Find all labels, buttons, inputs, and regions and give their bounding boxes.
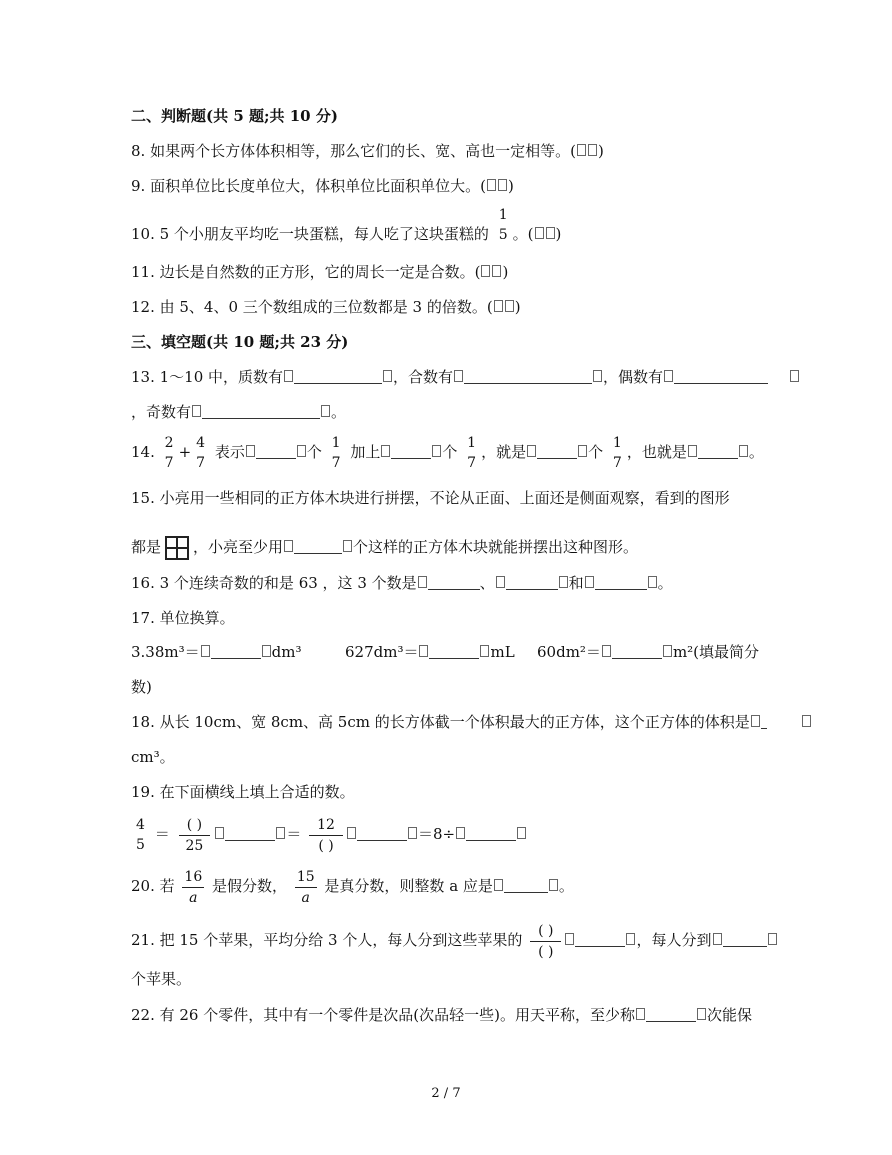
blank-19-2[interactable]	[357, 826, 407, 841]
blank-20[interactable]	[504, 878, 548, 893]
and-text: 和	[568, 574, 584, 592]
unit-ge: 个	[306, 443, 322, 461]
question-15-text-d: 个这样的正方体木块就能拼摆出这种图形。	[353, 538, 639, 556]
question-14-text-d: ，也就是	[626, 443, 687, 461]
fraction-denominator: 7	[612, 455, 622, 471]
fraction-denominator: a	[189, 889, 198, 906]
blank-end-mark	[801, 712, 812, 732]
question-13	[131, 367, 768, 387]
blank-21-1[interactable]	[575, 932, 625, 947]
question-17-a	[131, 642, 301, 662]
question-9	[131, 176, 514, 196]
fraction-one-fifth	[497, 208, 510, 242]
fraction-denominator: 7	[164, 455, 174, 471]
blank-mark	[246, 445, 255, 457]
blank-evens[interactable]	[674, 369, 768, 384]
blank-14-4[interactable]	[698, 444, 738, 459]
fraction-denominator: 5	[498, 227, 508, 243]
question-20	[131, 864, 574, 908]
blank-mark	[713, 933, 722, 945]
fraction-denominator: a	[301, 889, 310, 906]
fraction-denominator: 7	[467, 455, 477, 471]
answer-box[interactable]	[546, 227, 555, 239]
question-17-tail: 数)	[131, 678, 152, 696]
question-21-text-b: ，每人分到	[636, 931, 712, 949]
blank-mark	[527, 445, 536, 457]
blank-mark	[343, 540, 352, 552]
blank-mark	[697, 1008, 706, 1020]
question-12	[131, 297, 521, 317]
question-20-text-c: 是真分数，则整数 a 应是	[324, 877, 493, 895]
question-21-cont: 个苹果。	[131, 970, 192, 988]
blank-14-3[interactable]	[537, 444, 577, 459]
separator: 、	[479, 574, 495, 592]
question-13-cont	[131, 402, 346, 422]
blank-19-3[interactable]	[466, 826, 516, 841]
question-10	[131, 208, 561, 244]
question-14	[131, 432, 764, 472]
blank-mark	[585, 576, 594, 588]
blank-16-3[interactable]	[595, 575, 647, 590]
question-14-number: 14.	[131, 443, 155, 461]
blank-mark	[739, 445, 748, 457]
blank-18[interactable]	[761, 714, 767, 729]
blank-mark	[201, 645, 210, 657]
fraction-numerator: 4	[196, 435, 206, 451]
equals-sign: ＝	[286, 825, 302, 843]
blank-mark	[602, 645, 611, 657]
unit-ge: 个	[588, 443, 604, 461]
blank-15[interactable]	[294, 539, 342, 554]
fraction-denominator-blank[interactable]: ( )	[318, 837, 334, 854]
blank-mark	[494, 879, 503, 891]
blank-mark	[262, 645, 271, 657]
question-20-text-b: 是假分数，	[212, 877, 288, 895]
blank-mark	[648, 576, 657, 588]
close-paren: )	[507, 177, 514, 195]
blank-mark	[454, 370, 463, 382]
blank-16-1[interactable]	[428, 575, 480, 590]
answer-box[interactable]	[498, 179, 507, 191]
blank-end-mark	[789, 367, 800, 387]
page-number: 2 / 7	[431, 1086, 461, 1101]
fraction-numerator: 15	[295, 870, 317, 888]
blank-mark	[790, 370, 799, 382]
unit-ge: 个	[442, 443, 458, 461]
blank-14-1[interactable]	[256, 444, 296, 459]
fraction-numerator: 16	[182, 870, 204, 888]
blank-mark	[626, 933, 635, 945]
blank-17-a[interactable]	[211, 644, 261, 659]
period: 。	[331, 403, 347, 421]
question-19: 19. 在下面横线上填上合适的数。	[131, 783, 355, 801]
fraction-numerator-blank[interactable]: ( )	[530, 924, 561, 942]
question-15-text-c: ，小亮至少用	[193, 538, 284, 556]
blank-17-b[interactable]	[429, 644, 479, 659]
square-grid-icon	[165, 536, 189, 560]
unit-dm3: dm³	[271, 643, 302, 661]
close-paren: )	[514, 298, 521, 316]
fraction-one-seventh	[465, 436, 478, 470]
blank-mark	[215, 827, 224, 839]
blank-mark	[480, 645, 489, 657]
answer-box[interactable]	[494, 300, 503, 312]
question-15-cont	[131, 532, 638, 562]
division-text: ＝8÷	[417, 825, 456, 843]
question-13-text-c: ，偶数有	[603, 368, 664, 386]
question-13-text-a: 13. 1～10 中，质数有	[131, 368, 284, 386]
question-11	[131, 262, 508, 282]
question-16-text: 16. 3 个连续奇数的和是 63 ，这 3 个数是	[131, 574, 417, 592]
question-21	[131, 918, 778, 962]
question-19-equation	[131, 812, 527, 856]
blank-19-1[interactable]	[225, 826, 275, 841]
equals-sign: ＝	[154, 825, 170, 843]
question-18-text: 18. 从长 10cm、宽 8cm、高 5cm 的长方体截一个体积最大的正方体，这个正方体的体积是	[131, 713, 750, 731]
fraction-one-seventh	[611, 436, 624, 470]
blank-mark	[593, 370, 602, 382]
fraction-16-over-a	[182, 870, 204, 905]
answer-box[interactable]	[588, 144, 597, 156]
blank-mark	[751, 715, 760, 727]
plus-sign: +	[178, 443, 192, 461]
fraction-one-seventh	[330, 436, 343, 470]
close-paren: )	[597, 142, 604, 160]
question-8-text: 8. 如果两个长方体体积相等，那么它们的长、宽、高也一定相等。(	[131, 142, 576, 160]
question-22-end: 次能保	[706, 1006, 752, 1024]
question-8	[131, 141, 604, 161]
blank-21-2[interactable]	[723, 932, 767, 947]
blank-mark	[276, 827, 285, 839]
fraction-denominator: 5	[136, 837, 145, 853]
fraction-denominator-blank[interactable]: ( )	[538, 943, 554, 960]
blank-22[interactable]	[646, 1007, 696, 1022]
fraction-four-fifths	[134, 818, 147, 852]
blank-composites[interactable]	[464, 369, 592, 384]
blank-mark	[664, 370, 673, 382]
fraction-numerator-blank[interactable]: ( )	[179, 818, 210, 836]
fraction-denominator: 7	[331, 455, 341, 471]
fraction-numerator: 1	[498, 207, 508, 223]
blank-17-c[interactable]	[612, 644, 662, 659]
blank-mark	[419, 645, 428, 657]
question-12-text: 12. 由 5、4、0 三个数组成的三位数都是 3 的倍数。(	[131, 298, 493, 316]
question-16	[131, 573, 673, 593]
fraction-12-over-blank	[309, 818, 343, 853]
fraction-numerator: 1	[612, 435, 622, 451]
conversion-c-text: 60dm²＝	[537, 643, 601, 661]
blank-mark	[408, 827, 417, 839]
blank-mark	[383, 370, 392, 382]
fraction-numerator: 12	[309, 818, 343, 836]
blank-mark	[284, 370, 293, 382]
conversion-b-text: 627dm³＝	[345, 643, 419, 661]
blank-mark	[347, 827, 356, 839]
question-15-text-b: 都是	[131, 538, 162, 556]
fraction-numerator: 4	[136, 817, 145, 833]
question-15: 15. 小亮用一些相同的正方体木块进行拼摆，不论从正面、上面还是侧面观察，看到的图形	[131, 489, 730, 507]
question-17: 17. 单位换算。	[131, 609, 235, 627]
question-22	[131, 1005, 752, 1025]
question-17-c	[537, 642, 759, 662]
blank-mark	[456, 827, 465, 839]
blank-mark	[297, 445, 306, 457]
unit-m2: m²(填最简分	[672, 643, 760, 661]
blank-mark	[418, 576, 427, 588]
question-14-text-b: 加上	[350, 443, 381, 461]
question-18	[131, 712, 767, 732]
question-21-text-a: 21. 把 15 个苹果，平均分给 3 个人，每人分到这些苹果的	[131, 931, 523, 949]
blank-mark	[663, 645, 672, 657]
fraction-two-sevenths	[163, 436, 176, 470]
answer-box[interactable]	[535, 227, 544, 239]
fraction-blank-over-25	[178, 818, 212, 853]
blank-mark	[578, 445, 587, 457]
answer-box[interactable]	[577, 144, 586, 156]
fraction-numerator: 1	[331, 435, 341, 451]
blank-mark	[565, 933, 574, 945]
fraction-numerator: 2	[164, 435, 174, 451]
blank-16-2[interactable]	[506, 575, 558, 590]
period: 。	[657, 574, 673, 592]
blank-14-2[interactable]	[391, 444, 431, 459]
blank-odds[interactable]	[202, 404, 320, 419]
blank-primes[interactable]	[294, 369, 382, 384]
answer-box[interactable]	[481, 265, 490, 277]
section-title-judgment: 二、判断题(共 5 题;共 10 分)	[131, 107, 338, 125]
fraction-denominator: 7	[196, 455, 206, 471]
question-10-post: 。(	[512, 225, 534, 243]
blank-mark	[802, 715, 811, 727]
blank-mark	[549, 879, 558, 891]
blank-mark	[381, 445, 390, 457]
period: 。	[748, 443, 764, 461]
fraction-four-sevenths	[194, 436, 207, 470]
blank-mark	[768, 933, 777, 945]
blank-mark	[432, 445, 441, 457]
question-17-b	[345, 642, 515, 662]
blank-mark	[688, 445, 697, 457]
question-22-text: 22. 有 26 个零件，其中有一个零件是次品(次品轻一些)。用天平称，至少称	[131, 1006, 635, 1024]
question-20-text-a: 20. 若	[131, 877, 175, 895]
blank-mark	[284, 540, 293, 552]
fraction-blank-over-blank	[530, 924, 561, 959]
question-18-unit: cm³。	[131, 748, 175, 766]
fraction-numerator: 1	[467, 435, 477, 451]
close-paren: )	[555, 225, 562, 243]
answer-box[interactable]	[492, 265, 501, 277]
blank-mark	[496, 576, 505, 588]
fraction-denominator: 25	[185, 837, 204, 854]
question-11-text: 11. 边长是自然数的正方形，它的周长一定是合数。(	[131, 263, 481, 281]
conversion-a-text: 3.38m³＝	[131, 643, 200, 661]
section-title-fill-in: 三、填空题(共 10 题;共 23 分)	[131, 333, 349, 351]
unit-ml: mL	[490, 643, 515, 661]
period: 。	[558, 877, 574, 895]
close-paren: )	[502, 263, 509, 281]
question-9-text: 9. 面积单位比长度单位大，体积单位比面积单位大。(	[131, 177, 486, 195]
fraction-15-over-a	[295, 870, 317, 905]
answer-box[interactable]	[487, 179, 496, 191]
blank-mark	[192, 405, 201, 417]
question-14-text-a: 表示	[214, 443, 245, 461]
blank-mark	[636, 1008, 645, 1020]
blank-mark	[321, 405, 330, 417]
blank-mark	[517, 827, 526, 839]
blank-mark	[559, 576, 568, 588]
answer-box[interactable]	[505, 300, 514, 312]
question-13-text-d: ，奇数有	[131, 403, 192, 421]
question-13-text-b: ，合数有	[393, 368, 454, 386]
question-10-text: 10. 5 个小朋友平均吃一块蛋糕，每人吃了这块蛋糕的	[131, 225, 489, 243]
question-14-text-c: ，就是	[481, 443, 527, 461]
